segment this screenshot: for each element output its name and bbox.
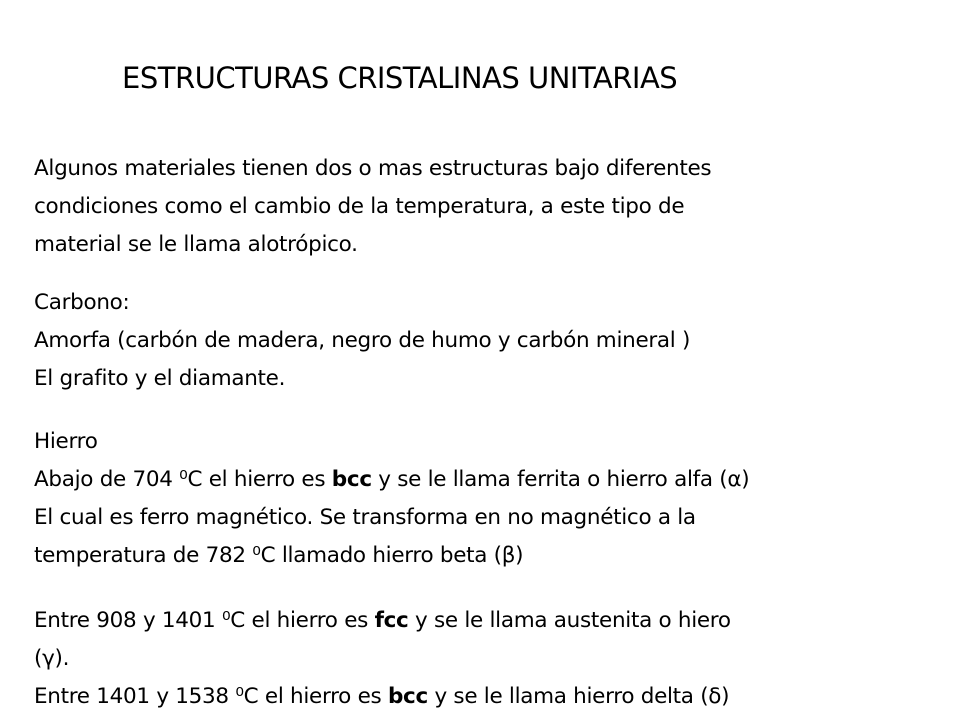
iron-section — [34, 423, 954, 575]
structure-bold: bcc — [331, 467, 372, 492]
text-segment: y se le llama ferrita o hierro alfa (α) — [371, 467, 750, 492]
iron-heading: Hierro — [34, 429, 98, 454]
iron-line: temperatura de 782 ⁰C llamado hierro beta (β) — [34, 543, 524, 568]
austenite-line: (γ). — [34, 646, 70, 671]
iron-line: El cual es ferro magnético. Se transforma en no magnético a la — [34, 505, 696, 530]
delta-line — [34, 678, 954, 716]
text-segment: Entre 908 y 1401 ⁰C el hierro es — [34, 608, 375, 633]
text-segment: y se le llama austenita o hiero — [408, 608, 731, 633]
carbon-section — [34, 284, 954, 398]
slide-title: ESTRUCTURAS CRISTALINAS UNITARIAS — [122, 61, 678, 95]
intro-line: condiciones como el cambio de la temperatura, a este tipo de — [34, 194, 685, 219]
text-segment: Abajo de 704 ⁰C el hierro es — [34, 467, 332, 492]
text-segment: Entre 1401 y 1538 ⁰C el hierro es — [34, 684, 388, 709]
carbon-heading: Carbono: — [34, 290, 130, 315]
structure-bold: bcc — [387, 684, 428, 709]
austenite-section — [34, 602, 954, 716]
carbon-line: El grafito y el diamante. — [34, 366, 286, 391]
austenite-line — [34, 602, 954, 640]
iron-ferrite-line — [34, 461, 954, 499]
structure-bold: fcc — [374, 608, 409, 633]
intro-line: Algunos materiales tienen dos o mas estructuras bajo diferentes — [34, 156, 712, 181]
intro-paragraph — [34, 150, 954, 264]
intro-line: material se le llama alotrópico. — [34, 232, 358, 257]
text-segment: y se le llama hierro delta (δ) — [427, 684, 730, 709]
carbon-line: Amorfa (carbón de madera, negro de humo y carbón mineral ) — [34, 328, 691, 353]
